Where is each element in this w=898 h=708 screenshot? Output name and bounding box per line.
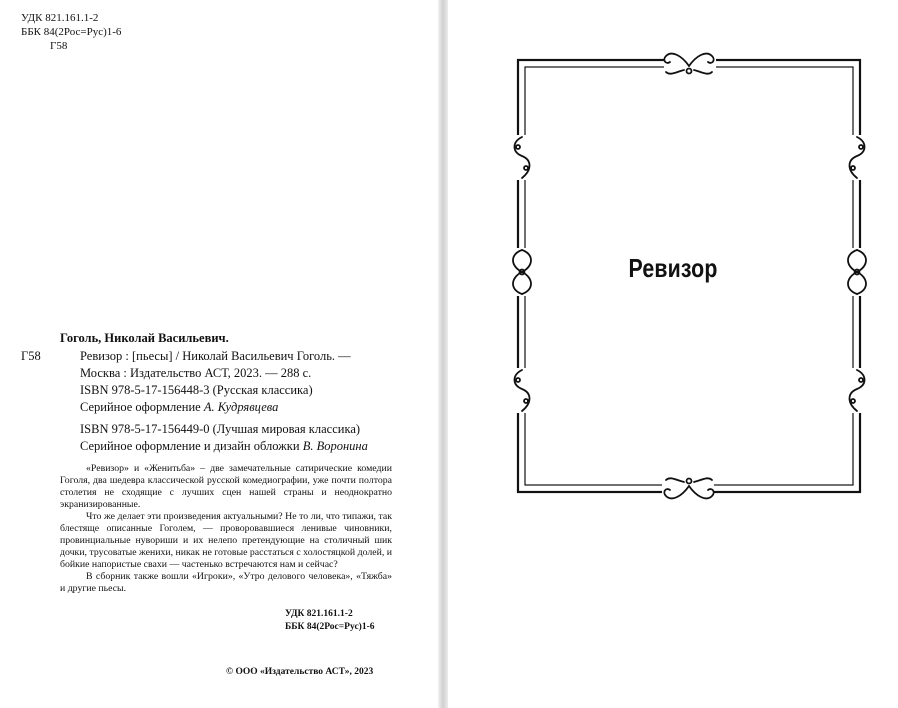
udk-code: УДК 821.161.1-2 [21,12,99,24]
author-mark: Г58 [50,40,68,52]
copyright-line: © ООО «Издательство АСТ», 2023 [226,667,374,677]
bbk-code: ББК 84(2Рос=Рус)1-6 [21,26,122,38]
book-title: Ревизор [628,253,718,283]
series-design-label: Серийное оформление и дизайн обложки [80,439,303,453]
ornament-left-top [514,135,530,180]
ornament-right-bottom [849,368,865,413]
series-design-line [80,438,368,455]
ornament-right-top [849,135,865,180]
annotation-paragraph: В сборник также вошли «Игроки», «Утро делового человека», «Тяжба» и другие пьесы. [60,571,392,594]
ornament-top [664,54,716,76]
bibliographic-entry-line: Москва : Издательство АСТ, 2023. — 288 с. [80,366,312,380]
designer-name: А. Кудрявцева [203,400,279,414]
author-mark-margin: Г58 [21,349,41,363]
book-spine-gutter [438,0,448,708]
left-page [0,0,438,708]
right-page [448,0,898,708]
ornamental-frame [448,0,898,708]
author-heading: Гоголь, Николай Васильевич. [60,331,229,345]
designer-name: В. Воронина [302,439,368,453]
ornament-left-bottom [514,368,530,413]
isbn-line: ISBN 978-5-17-156448-3 (Русская классика) [80,383,313,397]
annotation [60,463,392,595]
series-design-label: Серийное оформление [80,400,204,414]
isbn-line: ISBN 978-5-17-156449-0 (Лучшая мировая классика) [80,422,361,436]
annotation-paragraph: Что же делает эти произведения актуальными? Не то ли, что типажи, так блестяще описанные Гоголем, — проворовавшиеся ленивые чиновники, провинциальные нувориши и их нелепо претендующие на столичный шик дочки, трусоватые женихи, никак не готовые расстаться с холостяцкой долей, и бойкие напористые свахи — частенько встречаются нам и сейчас? [60,511,392,570]
ornament-bottom [662,476,714,498]
footer-udk-code: УДК 821.161.1-2 [285,609,353,619]
annotation-paragraph: «Ревизор» и «Женитьба» – две замечательные сатирические комедии Гоголя, два шедевра классической русской комедиографии, уже почти полтора столетия не сходящие с лучших сцен нашей страны и неоднократно экранизированные. [60,463,392,510]
bibliographic-entry-line: Ревизор : [пьесы] / Николай Васильевич Гоголь. — [80,349,351,363]
series-design-line [80,399,278,416]
footer-bbk-code: ББК 84(2Рос=Рус)1-6 [285,622,375,632]
